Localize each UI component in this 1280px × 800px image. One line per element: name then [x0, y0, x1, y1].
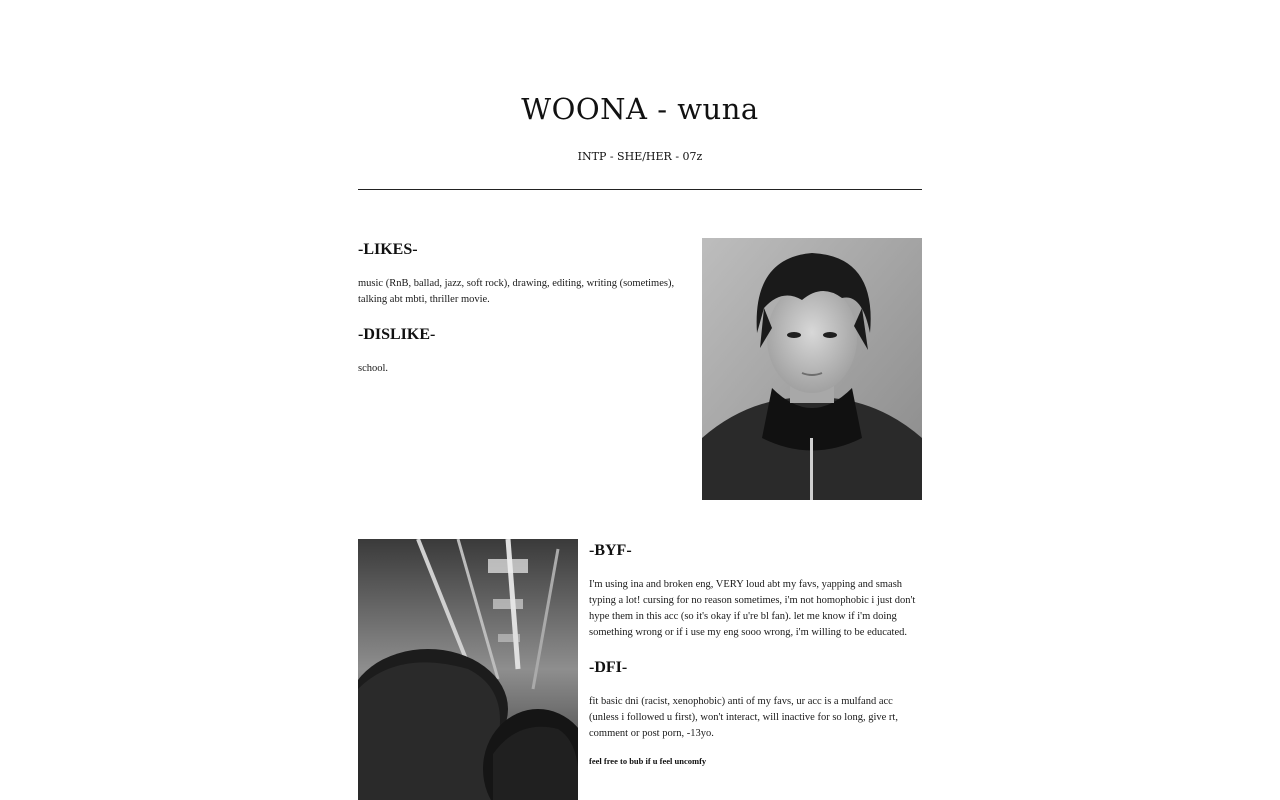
train-photo — [358, 539, 578, 800]
dfi-note: feel free to bub if u feel uncomfy — [589, 756, 707, 766]
portrait-photo — [702, 238, 922, 500]
likes-text: music (RnB, ballad, jazz, soft rock), drawing, editing, writing (sometimes), talking abt mbti, thriller movie. — [358, 278, 675, 305]
likes-heading: -LIKES- — [358, 241, 418, 258]
dfi-text: fit basic dni (racist, xenophobic) anti of my favs, ur acc is a mulfand acc (unless i followed u first), won't interact, will inactive for so long, give rt, comment or post porn, -13yo. — [589, 696, 898, 739]
dfi-heading: -DFI- — [589, 659, 628, 676]
byf-text: I'm using ina and broken eng, VERY loud abt my favs, yapping and smash typing a lot! cursing for no reason sometimes, i'm not homophobic i just don't hype them in this acc (so it's okay if u're bl fan). let me know if i'm doing something wrong or if i use my eng sooo wrong, i'm willing to be educated. — [589, 579, 916, 638]
dislike-text: school. — [358, 363, 389, 374]
header-divider — [358, 189, 922, 190]
page-subtitle: INTP - SHE/HER - 07z — [577, 150, 703, 163]
byf-heading: -BYF- — [589, 542, 632, 559]
page-title: WOONA - wuna — [521, 92, 759, 126]
profile-page — [358, 0, 922, 800]
dislike-heading: -DISLIKE- — [358, 326, 436, 343]
